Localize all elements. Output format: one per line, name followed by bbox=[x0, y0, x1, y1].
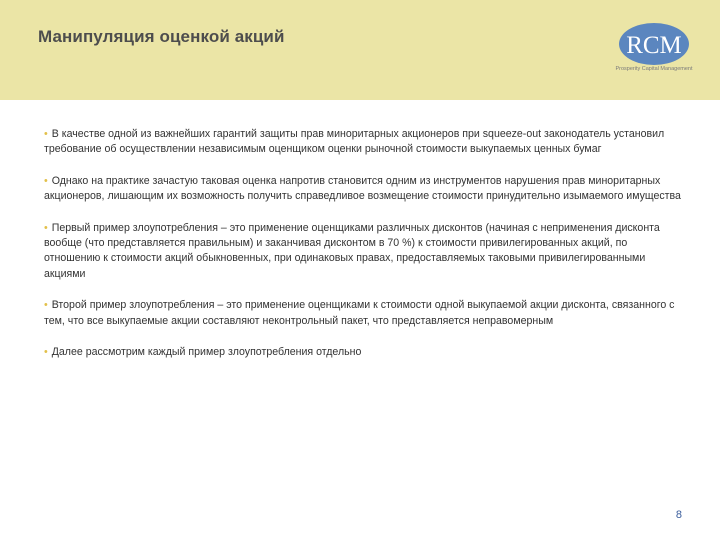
bullet-item bbox=[44, 345, 684, 360]
bullet-item bbox=[44, 221, 684, 283]
bullet-item bbox=[44, 174, 684, 205]
header-band bbox=[0, 0, 720, 100]
bullet-text: Первый пример злоупотребления – это применение оценщиками различных дисконтов (начиная с неприменения дисконта вообще (что представляется правильным) и заканчивая дисконтом в 70 %) к стоимости привилегированных акций, по отношению к стоимости акций обыкновенных, при одинаковых правах, предоставляемых таковыми привилегированными акциями bbox=[44, 221, 660, 280]
bullet-mark: • bbox=[44, 128, 48, 140]
logo-caption: Prosperity Capital Management bbox=[615, 66, 693, 72]
slide-title: Манипуляция оценкой акций bbox=[38, 27, 285, 46]
bullet-mark: • bbox=[44, 221, 48, 234]
bullet-mark: • bbox=[44, 174, 48, 187]
bullet-text: Однако на практике зачастую таковая оценка напротив становится одним из инструментов нарушения прав миноритарных акционеров, лишающим их возможность получить справедливое возмещение стоимости принудительно изымаемого имущества bbox=[44, 174, 681, 203]
bullet-mark: • bbox=[44, 346, 48, 359]
company-logo bbox=[604, 22, 704, 84]
bullet-item bbox=[44, 127, 684, 158]
logo-mark-text: RCM bbox=[626, 32, 682, 59]
page-number: 8 bbox=[675, 509, 682, 521]
bullet-item bbox=[44, 298, 684, 329]
bullet-text: Второй пример злоупотребления – это применение оценщиками к стоимости одной выкупаемой акции дисконта, связанного с тем, что все выкупаемые акции составляют неконтрольный пакет, что представляется неправомерным bbox=[44, 299, 675, 327]
bullet-list bbox=[44, 127, 684, 376]
bullet-text: В качестве одной из важнейших гарантий защиты прав миноритарных акционеров при squeeze-out законодатель установил требование об осуществлении независимым оценщиком оценки рыночной стоимости выкупаемых ценных бумаг bbox=[44, 128, 665, 156]
bullet-mark: • bbox=[44, 299, 48, 312]
rcm-logo-icon bbox=[618, 22, 690, 66]
bullet-text: Далее рассмотрим каждый пример злоупотребления отдельно bbox=[51, 346, 362, 359]
